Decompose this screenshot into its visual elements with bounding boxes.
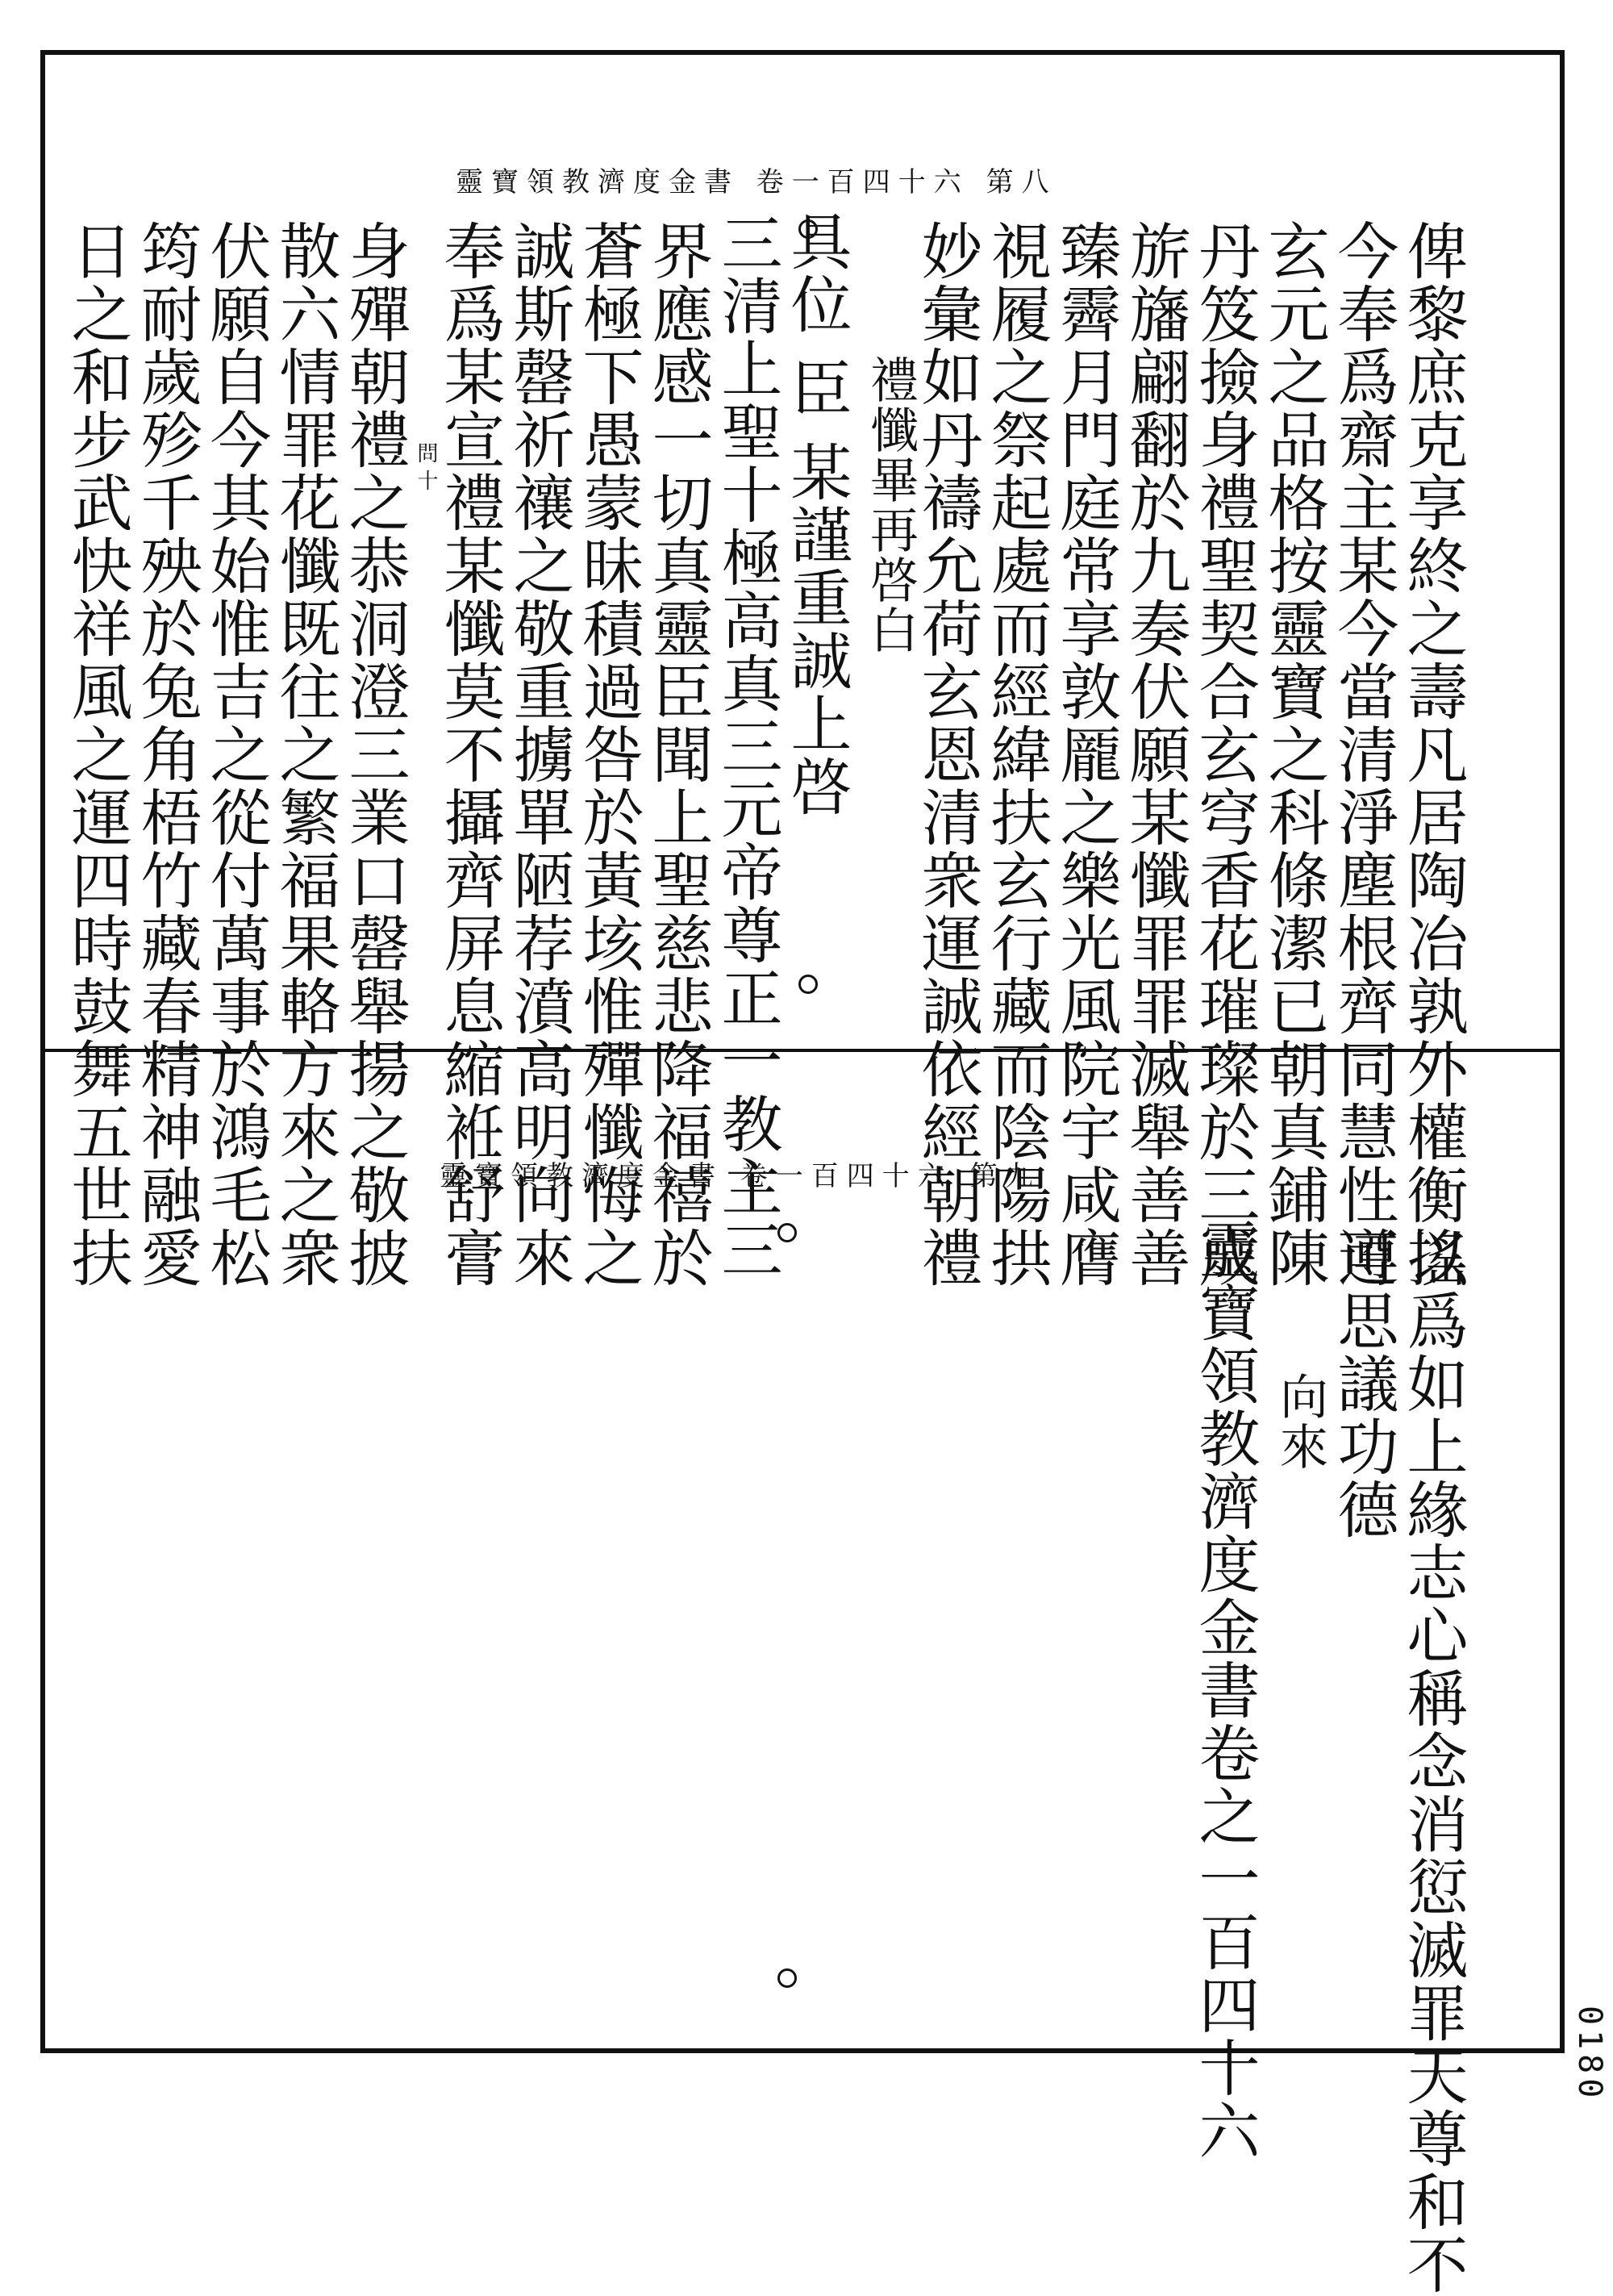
marker-circle: [798, 219, 818, 239]
marker-circle: [777, 1223, 797, 1242]
top-col-1: 俾黎庶克享終之壽凡居陶冶孰外權衡以: [1397, 219, 1469, 1289]
top-col-5: 旂旛翩翻於九奏伏願某懺罪罪滅舉善善: [1119, 219, 1191, 1289]
top-col-19: 筠耐歲殄千殃於兔角梧竹藏春精神融愛: [131, 219, 202, 1289]
top-col-16: 身殫朝禮之恭洞澄三業口罄舉揚之敬披: [339, 219, 411, 1289]
margin-note: 問 十: [414, 442, 438, 491]
top-col-10: 具位 臣 某謹重誠上啓: [781, 210, 852, 819]
marker-circle: [777, 1968, 797, 1988]
top-col-11: 三清上聖十極高真三元帝尊正一教主三: [711, 211, 783, 1281]
bottom-col-4: 靈寶領教濟度金書卷之一百四十六: [1189, 1218, 1261, 2162]
top-col-4: 丹笈撿身禮聖契合玄穹香花璀璨於三成: [1189, 219, 1261, 1289]
marker-circle: [798, 975, 818, 994]
top-col-3: 玄元之品格按靈寶之科條潔已朝真鋪陳: [1258, 219, 1330, 1289]
bottom-col-3: 向來: [1272, 1371, 1328, 1472]
top-col-6: 臻霽月門庭常享敦龎之樂光風院宇咸膺: [1050, 219, 1122, 1289]
top-col-20: 日之和步武快祥風之運四時鼓舞五世扶: [61, 219, 133, 1289]
top-col-8: 妙彙如丹禱允荷玄恩清衆運誠依經朝禮: [911, 219, 983, 1289]
bottom-col-1: 搖爲如上緣志心稱念消愆滅罪天尊和不: [1397, 1226, 1469, 2296]
top-col-17: 散六情罪花懺既往之繁福果輅方來之衆: [269, 219, 341, 1289]
bottom-page-header: 靈寶領教濟度金書 卷一百四十六 第九: [440, 1160, 1041, 1192]
top-col-12: 界應感一切真靈臣聞上聖慈悲降福禧於: [642, 219, 714, 1289]
bottom-col-2: 可思議功德: [1327, 1226, 1399, 1541]
top-page-header: 靈寶領教濟度金書 卷一百四十六 第八: [456, 166, 1057, 198]
top-col-14: 誠斯罄祈禳之敬重擄單陋荐濆高明向來: [503, 219, 575, 1289]
top-col-18: 伏願自今其始惟吉之從付萬事於鴻毛松: [200, 219, 272, 1289]
top-col-15: 奉爲某宣禮某懺莫不攝齊屏息縮袵舒膏: [434, 219, 506, 1289]
top-col-7: 視履之祭起處而經緯扶玄行藏而陰陽拱: [981, 219, 1052, 1289]
top-col-2: 今奉爲齋主某今當清淨塵根齊同慧性遵: [1327, 219, 1399, 1289]
top-col-13: 蒼極下愚蒙昧積過咎於黃垓惟殫懺悔之: [573, 219, 644, 1289]
folio-number: 0180: [1571, 2005, 1608, 2102]
top-col-9: 禮懺畢再啓白: [862, 355, 919, 655]
